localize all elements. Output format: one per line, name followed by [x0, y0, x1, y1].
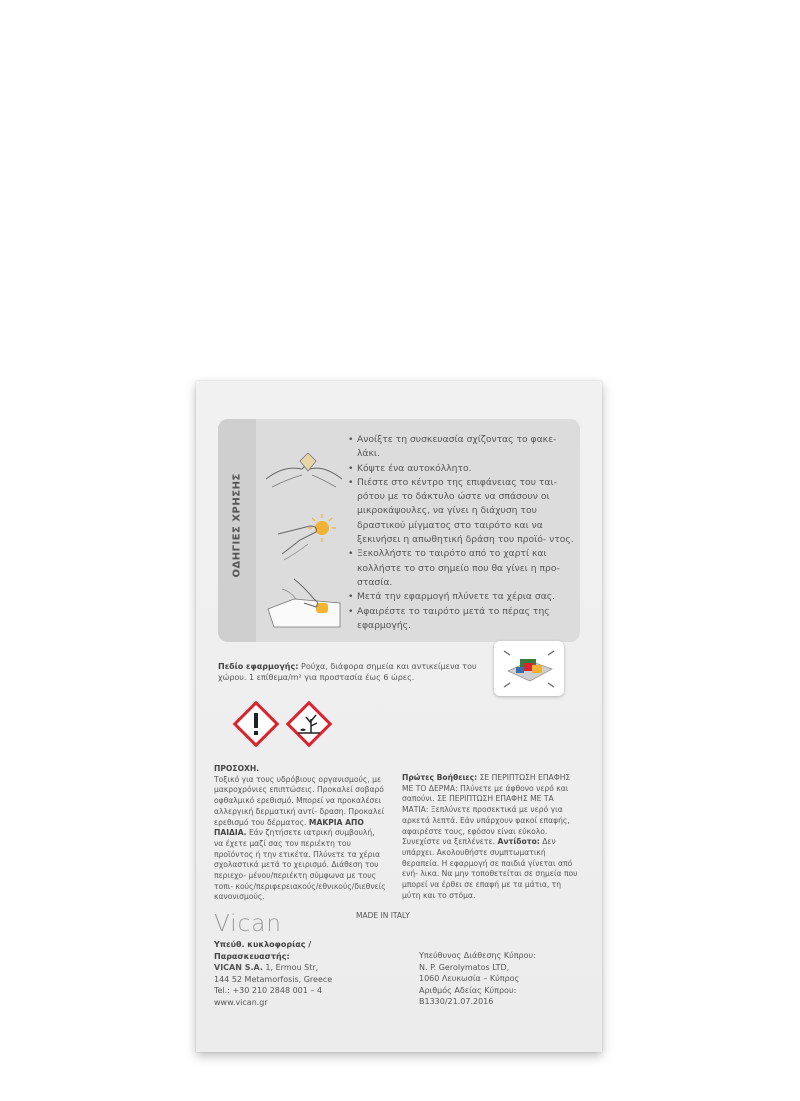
field-of-use-text — [218, 661, 498, 683]
caution-body-1: Τοξικό για τους υδρόβιους οργανισμούς, με μακροχρόνιες επιπτώσεις. Προκαλεί σοβαρό οφθαλμικό ερεθισμό. Μπορεί να προκαλέσει αλλεργική δερματική αντί- δραση. Προκαλεί ερεθισμό του δέρματος. — [214, 774, 385, 827]
manufacturer-company: VICAN S.A. — [214, 963, 263, 972]
first-aid-text — [402, 773, 580, 901]
instruction-item: • Ανοίξτε τη συσκευασία σχίζοντας το φακε- λάκι. — [348, 433, 578, 462]
manufacturer-address-2: 144 52 Metamorfosis, Greece — [214, 974, 333, 984]
hand-peel-sachet-illustration — [264, 439, 344, 499]
manufacturer-tel: Tel.: +30 210 2848 001 – 4 — [214, 986, 323, 995]
instructions-list — [348, 433, 578, 633]
caution-text — [214, 764, 386, 903]
cyprus-distributor-block — [419, 950, 589, 1008]
made-in-italy: MADE IN ITALY — [356, 911, 410, 920]
instructions-side-label: ΟΔΗΓΙΕΣ ΧΡΗΣΗΣ — [231, 473, 243, 578]
manufacturer-block — [214, 939, 404, 1008]
product-box-back — [196, 381, 602, 1052]
patch-on-clothing-illustration — [264, 569, 344, 629]
instruction-item: • Μετά την εφαρμογή πλύνετε τα χέρια σας. — [348, 590, 578, 604]
first-aid-body-2: Δεν υπάρχει. Ακολουθήστε συμπτωματική θεραπεία. Η εφαρμογή σε παιδιά γίνεται από ενή- λικα. Να μην τοποθετείται σε σημεία που μπορεί να έρθει σε επαφή με τα μάτια, τη μύτη και το στόμα. — [402, 837, 578, 900]
cyprus-line-3: 1060 Λευκωσία – Κύπρος — [419, 974, 520, 983]
manufacturer-heading-1: Υπεύθ. κυκλοφορίας / — [214, 940, 312, 949]
room-protection-icon — [494, 641, 564, 696]
caution-heading: ΠΡΟΣΟΧΗ. — [214, 764, 260, 773]
ghs-exclamation-icon — [231, 699, 281, 749]
keep-away-children: ΜΑΚΡΙΑ ΑΠΟ ΠΑΙΔΙΑ. — [214, 817, 364, 838]
field-of-use-body: Ρούχα, διάφορα σημεία και αντικείμενα του χώρου. 1 επίθεμα/m² για προστασία έως 6 ώρες. — [218, 662, 477, 682]
cyprus-line-1: Υπεύθυνος Διάθεσης Κύπρου: — [419, 951, 536, 960]
manufacturer-address-1 — [214, 962, 404, 974]
instructions-side-tab — [218, 419, 256, 642]
caution-body-2: Εάν ζητήσετε ιατρική συμβουλή, να έχετε μαζί σας τον περιέκτη του προϊόντος ή την ετικέτα. Πλύνετε τα χέρια σχολαστικά μετά το χειρισμό. Διάθεση του περιεχο- μένου/περιέκτη σύμφωνα με τους τοπι- κούς/περιφερειακούς/εθνικούς/διεθνείς κανονισμούς. — [214, 828, 386, 902]
ghs-environment-icon — [284, 699, 334, 749]
manufacturer-web: www.vican.gr — [214, 997, 268, 1007]
finger-press-patch-illustration — [264, 504, 344, 564]
instruction-item: • Ξεκολλήστε το ταιρότο από το χαρτί και κολλήστε το στο σημείο που θα γίνει η προ- στασία. — [348, 547, 578, 590]
manufacturer-street: 1, Ermou Str, — [262, 963, 319, 972]
vican-logo: Vican — [214, 911, 282, 937]
antidote-label: Αντίδοτο: — [497, 837, 540, 847]
manufacturer-heading-2: Παρασκευαστής: — [214, 951, 290, 961]
instruction-item: • Πιέστε στο κέντρο της επιφάνειας του ται- ρότου με το δάκτυλο ώστε να σπάσουν οι μικροκάψουλες, να γίνει η διάχυση του δραστικού μίγματος στο ταιρότο και να ξεκινήσει η απωθητική δράση του προϊό- ντος. — [348, 476, 578, 547]
instruction-item: • Κόψτε ένα αυτοκόλλητο. — [348, 462, 578, 476]
first-aid-body-1: ΣΕ ΠΕΡΙΠΤΩΣΗ ΕΠΑΦΗΣ ΜΕ ΤΟ ΔΕΡΜΑ: Πλύνετε με άφθονο νερό και σαπούνι. ΣΕ ΠΕΡΙΠΤΩΣΗ ΕΠΑΦΗΣ ΜΕ ΤΑ ΜΑΤΙΑ: Ξεπλύνετε προσεκτικά με νερό για αρκετά λεπτά. Εάν υπάρχουν φακοί επαφής, αφαιρέστε τους, εφόσον είναι εύκολο. Συνεχίστε να ξεπλένετε. — [402, 773, 571, 847]
first-aid-label: Πρώτες Βοήθειες: — [402, 773, 478, 782]
field-of-use-label: Πεδίο εφαρμογής: — [218, 662, 299, 671]
instructions-panel — [218, 419, 580, 642]
cyprus-line-5: B1330/21.07.2016 — [419, 997, 494, 1006]
cyprus-line-4: Αριθμός Αδείας Κύπρου: — [419, 985, 517, 995]
cyprus-line-2: N. P. Gerolymatos LTD, — [419, 962, 510, 972]
instruction-item: • Αφαιρέστε το ταιρότο μετά το πέρας της εφαρμογής. — [348, 605, 578, 634]
